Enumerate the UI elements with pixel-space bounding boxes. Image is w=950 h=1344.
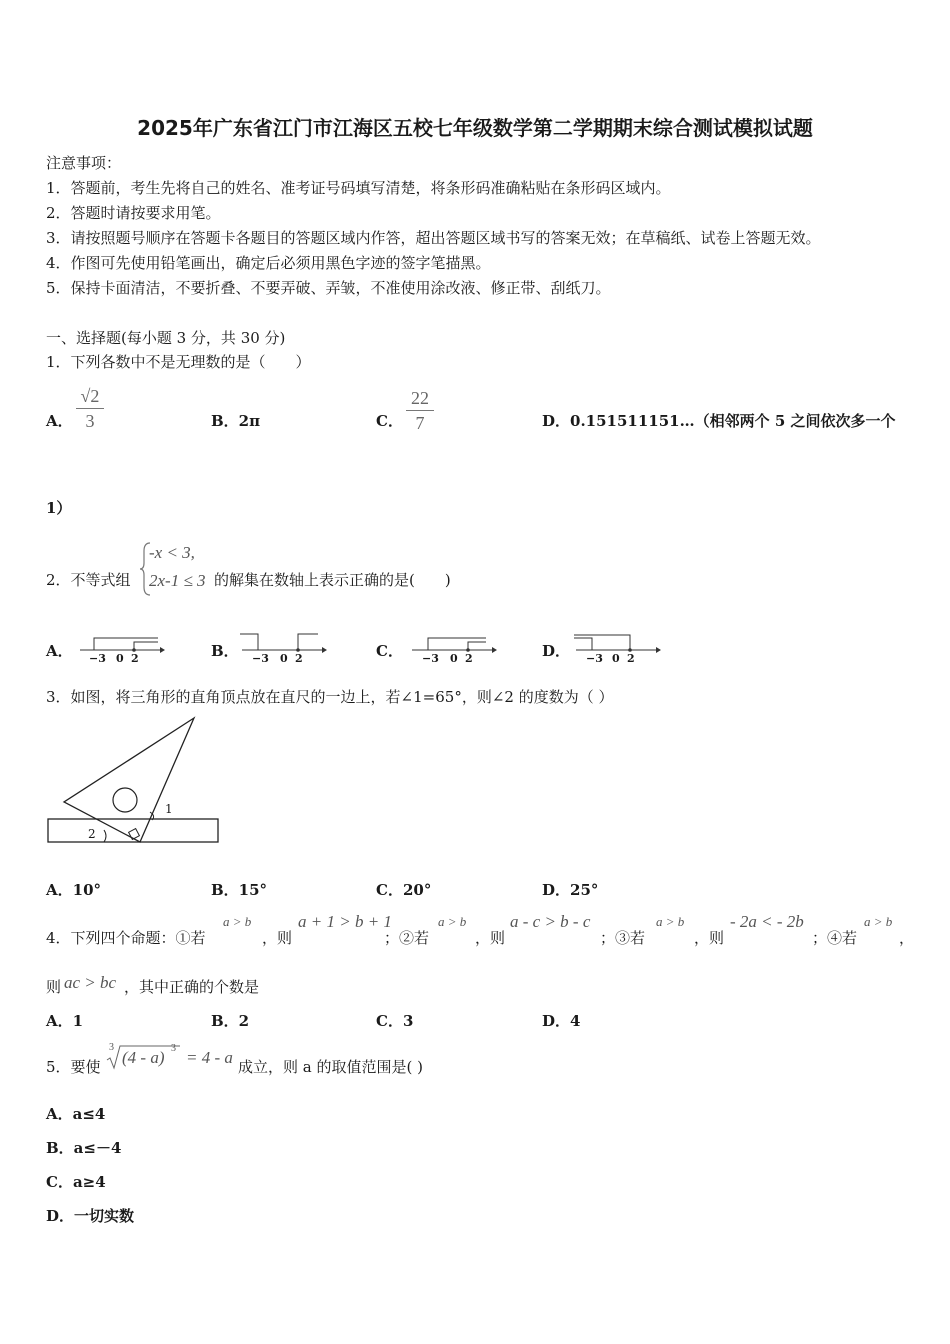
- tick-label: 0: [116, 652, 124, 665]
- tick-label: 2: [627, 652, 635, 665]
- radicand-power: 3: [171, 1043, 176, 1054]
- q4-text: ；③若: [600, 929, 646, 947]
- q3-option-d: D．25°: [542, 881, 599, 899]
- q4-option-c: C．3: [376, 1012, 414, 1030]
- note-item: 2．答题时请按要求用笔。: [46, 204, 221, 222]
- q4-option-d: D．4: [542, 1012, 581, 1030]
- q4-text: ，则: [262, 929, 293, 947]
- note-item: 3．请按照题号顺序在答题卡各题目的答题区域内作答，超出答题区域书写的答案无效；在草稿纸、试卷上答题无效。: [46, 229, 821, 247]
- q3-option-a: A．10°: [46, 881, 102, 899]
- q1-option-c-label: C．: [376, 412, 403, 430]
- tick-label: 2: [295, 652, 303, 665]
- q4-text: ，: [899, 929, 915, 947]
- page-title: 2025年广东省江门市江海区五校七年级数学第二学期期末综合测试模拟试题: [137, 116, 813, 140]
- fraction-denominator: 7: [415, 413, 425, 433]
- fraction-bar: [76, 408, 104, 409]
- q2-option-b-label: B．: [211, 642, 239, 660]
- tick-label: −3: [89, 652, 106, 665]
- q5-option-a: A．a≤4: [46, 1105, 106, 1123]
- q4-math: a > b: [656, 914, 685, 929]
- q5-option-d: D．一切实数: [46, 1207, 135, 1225]
- q4-text: ；④若: [812, 929, 858, 947]
- q3-option-b: B．15°: [211, 881, 268, 899]
- q4-math: - 2a < - 2b: [730, 912, 804, 931]
- tick-label: 0: [280, 652, 288, 665]
- q4-text: ，其中正确的个数是: [124, 978, 260, 996]
- q4-option-a: A．1: [46, 1012, 84, 1030]
- triangle-ruler-figure: [46, 716, 226, 846]
- q5-option-b: B．a≤－4: [46, 1139, 122, 1157]
- q1-option-a-fraction: [76, 386, 104, 431]
- system-line-2: 2x-1 ≤ 3: [149, 571, 206, 590]
- q4-math: a > b: [223, 914, 252, 929]
- q2-option-d-label: D．: [542, 642, 571, 660]
- q4-option-b: B．2: [211, 1012, 250, 1030]
- angle-1-label: 1: [165, 802, 173, 816]
- q4-text: ，则: [475, 929, 506, 947]
- tick-label: −3: [586, 652, 603, 665]
- q4-math: ac > bc: [64, 973, 117, 992]
- q4-text: 则: [46, 978, 62, 996]
- root-index: 3: [109, 1042, 114, 1053]
- q1-option-c-fraction: [406, 388, 434, 433]
- fraction-bar: [406, 410, 434, 411]
- q5-option-c: C．a≥4: [46, 1173, 106, 1191]
- q2-option-c-label: C．: [376, 642, 403, 660]
- q3-option-c: C．20°: [376, 881, 432, 899]
- q1-option-d-continued: 1）: [46, 499, 72, 517]
- note-item: 5．保持卡面清洁，不要折叠、不要弄破、弄皱，不准使用涂改液、修正带、刮纸刀。: [46, 279, 611, 297]
- tick-label: −3: [252, 652, 269, 665]
- q5-text: 5．要使: [46, 1058, 101, 1076]
- question-2-tail: 的解集在数轴上表示正确的是( ): [214, 571, 451, 589]
- q4-text: ；②若: [384, 929, 430, 947]
- q1-option-a-label: A．: [46, 412, 73, 430]
- question-3-stem: 3．如图，将三角形的直角顶点放在直尺的一边上，若∠1=65°，则∠2 的度数为（ ）: [46, 688, 614, 706]
- tick-label: 0: [450, 652, 458, 665]
- q4-math: a + 1 > b + 1: [298, 912, 392, 931]
- q1-option-d: D．0.151511151…（相邻两个 5 之间依次多一个: [542, 412, 896, 430]
- fraction-numerator: √2: [80, 386, 100, 406]
- fraction-numerator: 22: [411, 388, 429, 408]
- question-1-stem: 1．下列各数中不是无理数的是（ ）: [46, 353, 311, 371]
- q2-option-a-label: A．: [46, 642, 73, 660]
- question-2-number: 2．不等式组: [46, 571, 131, 589]
- q4-math: a > b: [438, 914, 467, 929]
- angle-2-label: 2: [88, 827, 96, 841]
- q4-math: a > b: [864, 914, 893, 929]
- q4-text: ，则: [694, 929, 725, 947]
- notes-heading: 注意事项：: [46, 154, 122, 172]
- tick-label: 2: [131, 652, 139, 665]
- note-item: 4．作图可先使用铅笔画出，确定后必须用黑色字迹的签字笔描黑。: [46, 254, 491, 272]
- system-line-1: -x < 3,: [149, 543, 195, 562]
- q4-math: a - c > b - c: [510, 912, 591, 931]
- tick-label: 2: [465, 652, 473, 665]
- section-heading: 一、选择题(每小题 3 分，共 30 分): [46, 329, 286, 347]
- tick-label: 0: [612, 652, 620, 665]
- q4-text: 4．下列四个命题：①若: [46, 929, 206, 947]
- fraction-denominator: 3: [85, 411, 95, 431]
- q5-text: 成立，则 a 的取值范围是( ): [238, 1058, 423, 1076]
- note-item: 1．答题前，考生先将自己的姓名、准考证号码填写清楚，将条形码准确粘贴在条形码区域内。: [46, 179, 671, 197]
- equation-rhs: = 4 - a: [186, 1048, 233, 1067]
- q1-option-b: B．2π: [211, 412, 261, 430]
- tick-label: −3: [422, 652, 439, 665]
- radicand: (4 - a): [122, 1048, 165, 1067]
